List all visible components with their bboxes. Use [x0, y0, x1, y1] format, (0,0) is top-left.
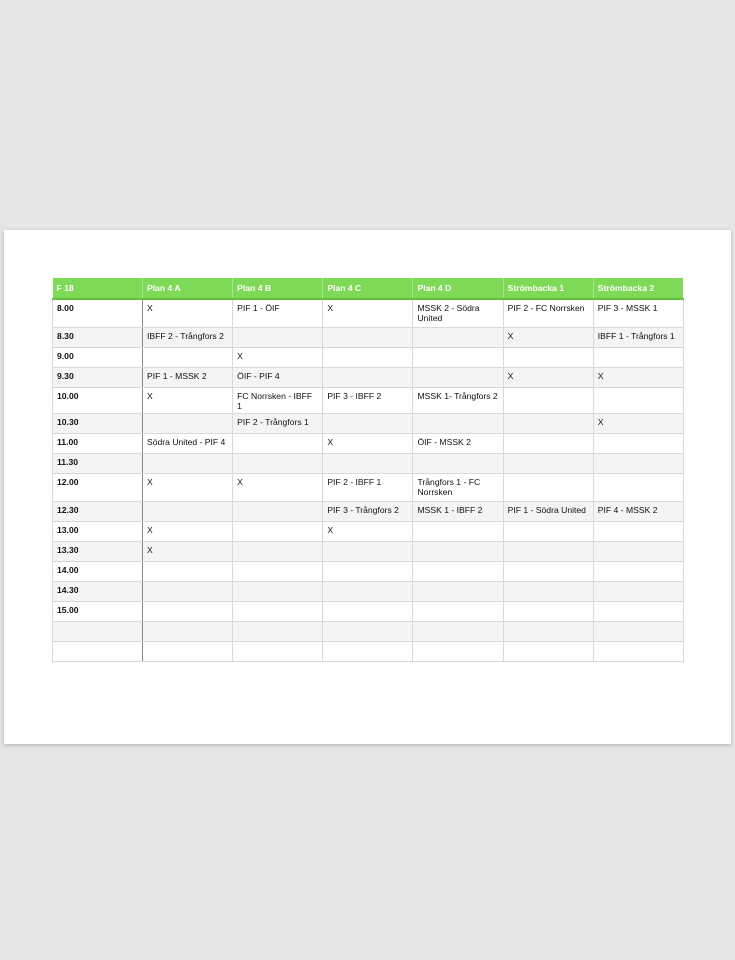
- match-cell: MSSK 1 - IBFF 2: [413, 502, 503, 522]
- match-cell: X: [233, 474, 323, 502]
- match-cell: [233, 582, 323, 602]
- match-cell: [413, 348, 503, 368]
- match-cell: PIF 3 - MSSK 1: [593, 299, 683, 328]
- table-row: [53, 522, 684, 542]
- match-cell: [593, 642, 683, 662]
- match-cell: [503, 434, 593, 454]
- match-cell: [323, 368, 413, 388]
- match-cell: Södra United - PIF 4: [143, 434, 233, 454]
- match-cell: [503, 522, 593, 542]
- header-cell-plan-4a: Plan 4 A: [143, 278, 233, 299]
- table-row: [53, 454, 684, 474]
- match-cell: [233, 434, 323, 454]
- match-cell: [413, 328, 503, 348]
- time-cell: [53, 622, 143, 642]
- match-cell: IBFF 1 - Trångfors 1: [593, 328, 683, 348]
- table-row: [53, 348, 684, 368]
- match-cell: X: [503, 368, 593, 388]
- match-cell: [503, 542, 593, 562]
- match-cell: IBFF 2 - Trångfors 2: [143, 328, 233, 348]
- match-cell: PIF 3 - IBFF 2: [323, 388, 413, 414]
- match-cell: X: [503, 328, 593, 348]
- match-cell: PIF 1 - ÖIF: [233, 299, 323, 328]
- table-row: [53, 542, 684, 562]
- match-cell: [413, 522, 503, 542]
- match-cell: [233, 328, 323, 348]
- match-cell: X: [143, 474, 233, 502]
- table-row: [53, 622, 684, 642]
- table-row: [53, 562, 684, 582]
- match-cell: [143, 602, 233, 622]
- match-cell: X: [143, 388, 233, 414]
- match-cell: [323, 348, 413, 368]
- match-cell: [323, 454, 413, 474]
- match-cell: PIF 2 - FC Norrsken: [503, 299, 593, 328]
- schedule-table: [52, 278, 684, 662]
- table-row: [53, 328, 684, 348]
- time-cell: 12.30: [53, 502, 143, 522]
- match-cell: [503, 622, 593, 642]
- match-cell: [593, 454, 683, 474]
- table-row: [53, 502, 684, 522]
- header-cell-plan-4c: Plan 4 C: [323, 278, 413, 299]
- match-cell: X: [323, 522, 413, 542]
- match-cell: [233, 522, 323, 542]
- time-cell: 9.00: [53, 348, 143, 368]
- match-cell: [413, 414, 503, 434]
- match-cell: [413, 542, 503, 562]
- match-cell: ÖIF - PIF 4: [233, 368, 323, 388]
- match-cell: [413, 622, 503, 642]
- match-cell: X: [593, 368, 683, 388]
- time-cell: 10.00: [53, 388, 143, 414]
- match-cell: [413, 582, 503, 602]
- header-cell-plan-4b: Plan 4 B: [233, 278, 323, 299]
- table-row: [53, 642, 684, 662]
- match-cell: [413, 368, 503, 388]
- time-cell: 9.30: [53, 368, 143, 388]
- match-cell: [503, 388, 593, 414]
- table-row: [53, 414, 684, 434]
- match-cell: [143, 562, 233, 582]
- match-cell: [323, 642, 413, 662]
- match-cell: [323, 562, 413, 582]
- match-cell: [233, 542, 323, 562]
- match-cell: PIF 1 - Södra United: [503, 502, 593, 522]
- table-row: [53, 368, 684, 388]
- match-cell: [593, 542, 683, 562]
- match-cell: [233, 622, 323, 642]
- match-cell: [593, 522, 683, 542]
- match-cell: X: [143, 299, 233, 328]
- document-page: [4, 230, 731, 744]
- match-cell: [593, 474, 683, 502]
- table-row: [53, 388, 684, 414]
- match-cell: X: [143, 542, 233, 562]
- match-cell: [323, 582, 413, 602]
- time-cell: 13.30: [53, 542, 143, 562]
- time-cell: 15.00: [53, 602, 143, 622]
- match-cell: X: [143, 522, 233, 542]
- match-cell: [323, 414, 413, 434]
- time-cell: 14.30: [53, 582, 143, 602]
- match-cell: [593, 388, 683, 414]
- match-cell: X: [323, 299, 413, 328]
- match-cell: Trångfors 1 - FC Norrsken: [413, 474, 503, 502]
- table-row: [53, 474, 684, 502]
- header-cell-plan-4d: Plan 4 D: [413, 278, 503, 299]
- match-cell: [593, 622, 683, 642]
- match-cell: [143, 642, 233, 662]
- match-cell: [503, 474, 593, 502]
- table-row: [53, 299, 684, 328]
- match-cell: PIF 2 - IBFF 1: [323, 474, 413, 502]
- table-row: [53, 582, 684, 602]
- time-cell: [53, 642, 143, 662]
- time-cell: 12.00: [53, 474, 143, 502]
- header-cell-strombacka-1: Strömbacka 1: [503, 278, 593, 299]
- match-cell: FC Norrsken - IBFF 1: [233, 388, 323, 414]
- match-cell: [413, 642, 503, 662]
- match-cell: [413, 602, 503, 622]
- match-cell: MSSK 2 - Södra United: [413, 299, 503, 328]
- match-cell: [323, 602, 413, 622]
- time-cell: 11.00: [53, 434, 143, 454]
- match-cell: [503, 642, 593, 662]
- match-cell: X: [323, 434, 413, 454]
- header-cell-strombacka-2: Strömbacka 2: [593, 278, 683, 299]
- match-cell: PIF 4 - MSSK 2: [593, 502, 683, 522]
- table-row: [53, 602, 684, 622]
- match-cell: [143, 622, 233, 642]
- match-cell: PIF 1 - MSSK 2: [143, 368, 233, 388]
- match-cell: X: [593, 414, 683, 434]
- match-cell: [413, 454, 503, 474]
- match-cell: [503, 602, 593, 622]
- match-cell: [413, 562, 503, 582]
- match-cell: [143, 502, 233, 522]
- match-cell: ÖIF - MSSK 2: [413, 434, 503, 454]
- time-cell: 14.00: [53, 562, 143, 582]
- match-cell: [593, 434, 683, 454]
- match-cell: [233, 454, 323, 474]
- match-cell: [593, 602, 683, 622]
- match-cell: [233, 602, 323, 622]
- match-cell: [503, 454, 593, 474]
- match-cell: [503, 562, 593, 582]
- time-cell: 10.30: [53, 414, 143, 434]
- match-cell: [233, 642, 323, 662]
- match-cell: [323, 328, 413, 348]
- match-cell: [143, 454, 233, 474]
- match-cell: [323, 622, 413, 642]
- time-cell: 11.30: [53, 454, 143, 474]
- time-cell: 13.00: [53, 522, 143, 542]
- match-cell: MSSK 1- Trångfors 2: [413, 388, 503, 414]
- table-row: [53, 434, 684, 454]
- match-cell: [143, 582, 233, 602]
- match-cell: X: [233, 348, 323, 368]
- match-cell: [143, 414, 233, 434]
- match-cell: [593, 582, 683, 602]
- match-cell: [323, 542, 413, 562]
- time-cell: 8.00: [53, 299, 143, 328]
- match-cell: [503, 414, 593, 434]
- time-cell: 8.30: [53, 328, 143, 348]
- match-cell: [233, 562, 323, 582]
- match-cell: [503, 348, 593, 368]
- header-cell-division: F 18: [53, 278, 143, 299]
- match-cell: [233, 502, 323, 522]
- header-row: [53, 278, 684, 299]
- match-cell: [503, 582, 593, 602]
- match-cell: [143, 348, 233, 368]
- match-cell: PIF 2 - Trångfors 1: [233, 414, 323, 434]
- match-cell: PIF 3 - Trångfors 2: [323, 502, 413, 522]
- match-cell: [593, 348, 683, 368]
- match-cell: [593, 562, 683, 582]
